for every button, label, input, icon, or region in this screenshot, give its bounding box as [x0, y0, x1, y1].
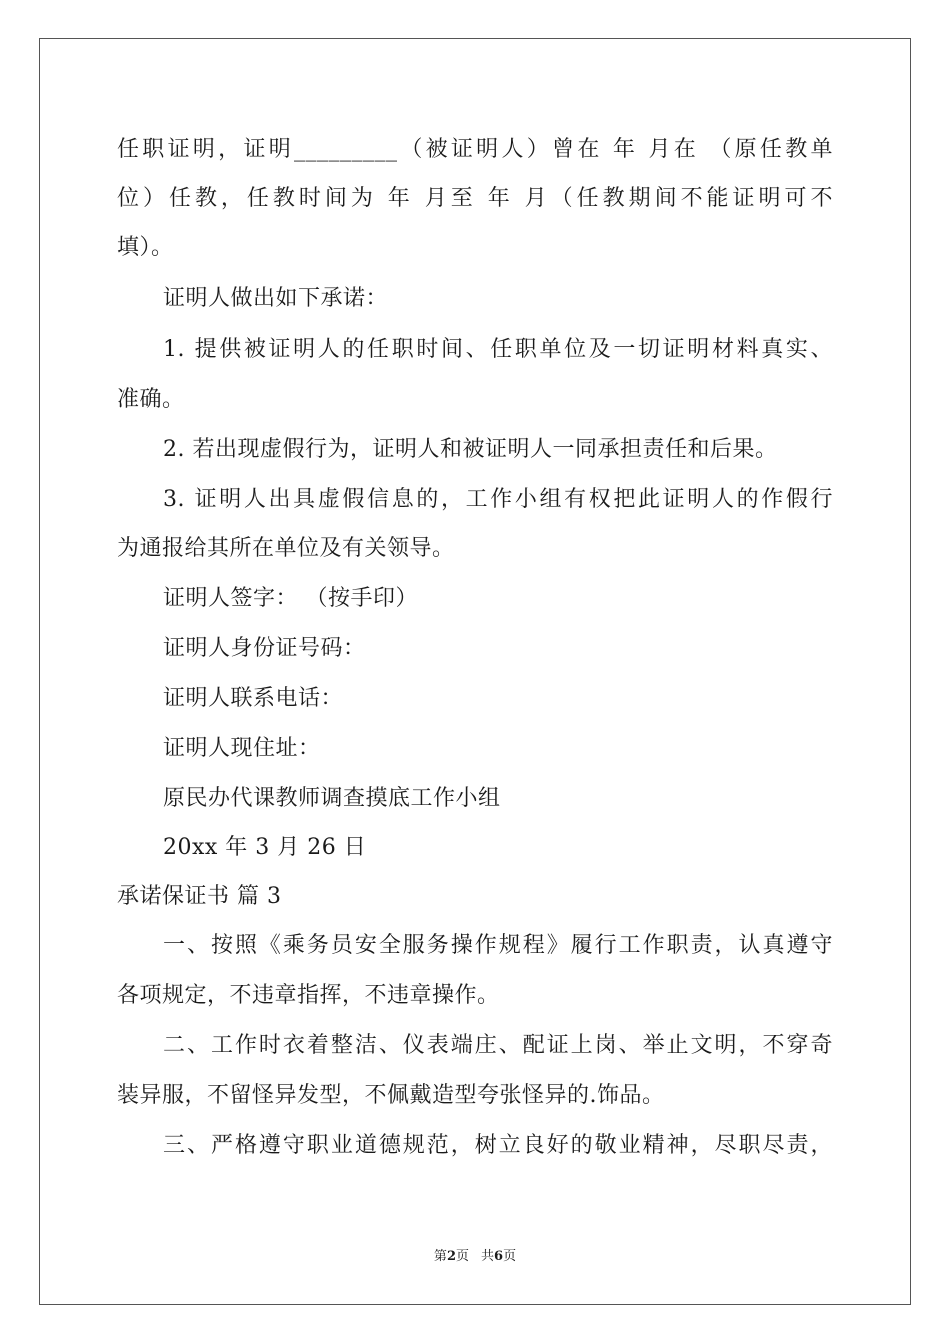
id-number-label: 证明人身份证号码：	[163, 636, 366, 661]
page-prefix: 第	[433, 1249, 447, 1264]
page-unit: 页	[455, 1249, 469, 1264]
issue-date: 20xx 年 3 月 26 日	[163, 835, 367, 860]
commitment-item-3-line-1: 3. 证明人出具虚假信息的，工作小组有权把此证明人的作假行	[163, 487, 833, 512]
rule-2-line-2: 装异服，不留怪异发型，不佩戴造型夸张怪异的.饰品。	[117, 1083, 665, 1108]
signature-label: 证明人签字： （按手印）	[163, 586, 418, 611]
paragraph-line-3: 填）。	[117, 235, 174, 260]
commitment-item-3-line-2: 为通报给其所在单位及有关领导。	[117, 536, 455, 561]
rule-2-line-1: 二、工作时衣着整洁、仪表端庄、配证上岗、举止文明，不穿奇	[163, 1033, 833, 1058]
address-label: 证明人现住址：	[163, 736, 321, 761]
page-border	[39, 38, 911, 1305]
commitment-heading: 证明人做出如下承诺：	[163, 286, 389, 311]
commitment-item-1-line-2: 准确。	[117, 387, 185, 412]
section-title: 承诺保证书 篇 3	[117, 884, 282, 909]
total-unit: 页	[503, 1249, 517, 1264]
rule-1-line-1: 一、按照《乘务员安全服务操作规程》履行工作职责，认真遵守	[163, 933, 833, 958]
paragraph-line-1: 任职证明，证明_________（被证明人）曾在 年 月在 （原任教单	[117, 137, 833, 162]
commitment-item-1-line-1: 1. 提供被证明人的任职时间、任职单位及一切证明材料真实、	[163, 337, 833, 362]
rule-3-line-1: 三、严格遵守职业道德规范，树立良好的敬业精神，尽职尽责，	[163, 1133, 833, 1158]
issuing-group: 原民办代课教师调查摸底工作小组	[163, 786, 501, 811]
commitment-item-2: 2. 若出现虚假行为，证明人和被证明人一同承担责任和后果。	[163, 437, 778, 462]
phone-label: 证明人联系电话：	[163, 686, 344, 711]
total-page-number: 6	[494, 1249, 504, 1264]
paragraph-line-2: 位）任教，任教时间为 年 月至 年 月（任教期间不能证明可不	[117, 186, 833, 211]
rule-1-line-2: 各项规定，不违章指挥，不违章操作。	[117, 983, 500, 1008]
page-footer	[0, 1248, 950, 1266]
current-page-number: 2	[446, 1249, 456, 1264]
total-prefix: 共	[481, 1249, 495, 1264]
